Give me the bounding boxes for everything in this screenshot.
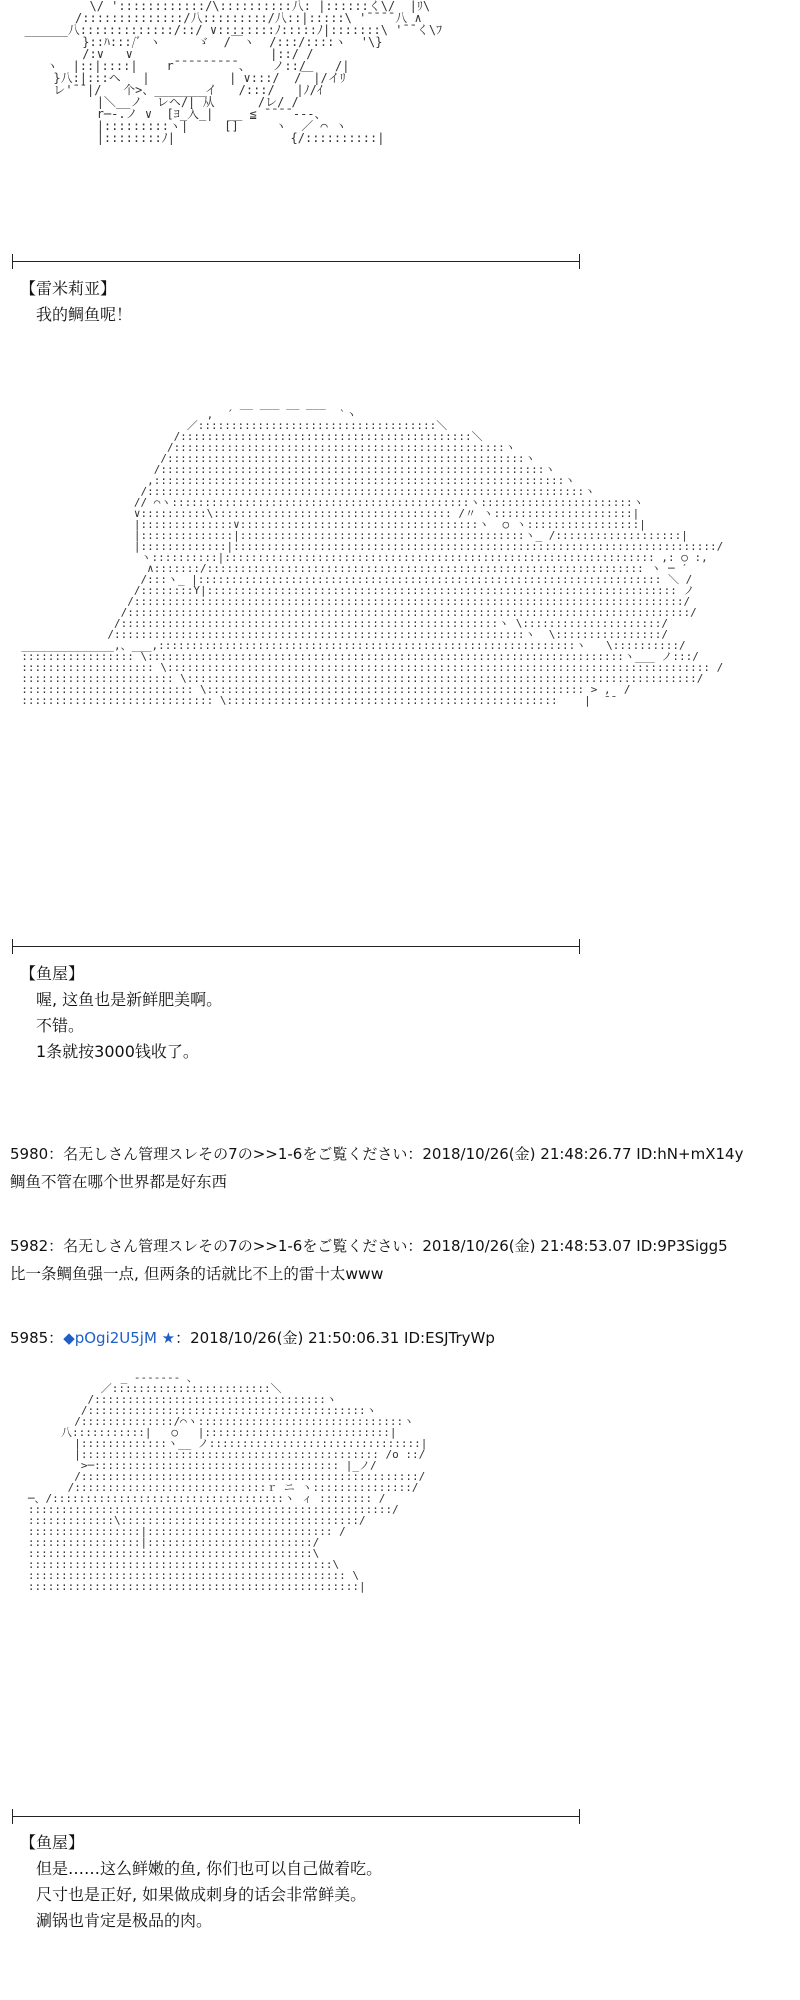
dialogue-fishmonger bbox=[20, 961, 222, 1065]
dialogue-line: 不错。 bbox=[36, 1016, 85, 1035]
art-line: /:::::::::::::::::::::::::::::::::::::::::::::::::::::::::ヽ \:::::::::::::::::::::/ bbox=[113, 617, 669, 630]
art-line: }八:|:::ヘ | | ∨:::/ /￣|/イﾘ bbox=[53, 71, 346, 85]
art-line: ∨::::::::::\:::::::::::::::::::::::::::::::::::: /〃 ヽ:::::::::::::::::::::| bbox=[133, 507, 640, 520]
art-line: ::::::::::::::::::::::::::::: \:::::::::::::::::::::::::::::::::::::::::::::::::: | ¯¯ bbox=[21, 694, 618, 707]
art-line: |::::::::::::::|:::::::::::::::::::::::::::::::::::::::::::ヽ_ /:::::::::::::::::::| bbox=[133, 529, 688, 542]
art-line: ::::::::::::::::::::::::::::::::::::::::::::::::::| bbox=[27, 1580, 366, 1593]
art-line: :::::::::::::::::|:::::::::::::::::::::::::::: / bbox=[27, 1525, 346, 1538]
ascii-art-fish-small bbox=[8, 1372, 427, 1592]
dialogue-line: 涮锅也肯定是极品的肉。 bbox=[36, 1911, 213, 1930]
art-line: ／::::::::::::::::::::::::＼ bbox=[100, 1382, 282, 1395]
art-line: |::::::::::::::::::::::::::::::::::::::::::::: /o ::/ bbox=[74, 1448, 426, 1461]
dialogue-line: 1条就按3000钱收了。 bbox=[36, 1042, 199, 1061]
art-line: :::::::::::::::::::::::::::::::::::::::::::\ bbox=[27, 1547, 320, 1560]
art-line: /:∨ ∨ |::/ / bbox=[82, 47, 314, 61]
art-line: :::::::::::::::::::::::::::::::::::::::::::::::: \ bbox=[27, 1569, 359, 1582]
section-divider bbox=[12, 261, 580, 262]
art-line: /::::::::::::::::::::::::::::::::::::::::::::::::::::::ヽ bbox=[160, 452, 536, 465]
art-line: :::::::::::::::::::: \:::::::::::::::::::::::::::::::::::::::::::::::::::::::::::::::::::::::::::::::::: / bbox=[21, 661, 724, 674]
art-line: _ ‐‐‐‐‐‐‐ 、 bbox=[120, 1371, 198, 1384]
post-header: 5980：名无しさん管理スレその7の>>1-6をご覧ください：2018/10/26(金) 21:48:26.77 ID:hN+mX14y bbox=[10, 1145, 744, 1163]
post-header: 5982：名无しさん管理スレその7の>>1-6をご覧ください：2018/10/26(金) 21:48:53.07 ID:9P3Sigg5 bbox=[10, 1237, 728, 1255]
art-line: /::::::::::::::/八:::::::::/八::|:::::\ '¯¯¯¯八 ∧ bbox=[75, 11, 422, 25]
ascii-art-remilia bbox=[10, 0, 442, 144]
art-line: /:::::::::::::::::::::::::::::::::::ヽ bbox=[87, 1393, 337, 1406]
art-line: // ⌒ヽ:::::::::::::::::::::::::::::::::::::::::::::ヽ:::::::::::::::::::::::ヽ bbox=[133, 496, 644, 509]
art-line: 八:::::::::::| ○ |::::::::::::::::::::::::::::| bbox=[60, 1426, 397, 1439]
art-line: /::::::::::::::::::::::::::::::::::::::::::ヽ bbox=[80, 1404, 377, 1417]
art-line: /::::::::::::::/⌒ヽ:::::::::::::::::::::::::::::::ヽ bbox=[74, 1415, 415, 1428]
art-line: ::::::::::::::::::::::::::::::::::::::::::::::\ bbox=[27, 1558, 340, 1571]
speaker-name: 【雷米莉亚】 bbox=[20, 279, 117, 298]
dialogue-fishmonger bbox=[20, 1830, 382, 1934]
art-line: /::::::::Y|::::::::::::::::::::::::::::::::::::::::::::::::::::::::::::::::::::::: ノ bbox=[133, 584, 695, 597]
art-line: |::::::::::::::∨::::::::::::::::::::::::::::::::::::ヽ ○ ヽ:::::::::::::::::| bbox=[133, 518, 646, 531]
art-line: __ ___ __ ___ bbox=[239, 397, 326, 410]
art-line: /::::::::::::::::::::::::::::::::::::::::::::::::::::::::::::::ヽ \::::::::::::::::/ bbox=[107, 628, 669, 641]
post-meta: ：2018/10/26(金) 21:50:06.31 ID:ESJTryWp bbox=[175, 1329, 495, 1347]
art-line: ,::::::::::::::::::::::::::::::::::::::::::::::::::::::::::::::ヽ bbox=[147, 474, 576, 487]
art-line: r─-.ノ ∨ [ﾖ_入_| __ ≦ ¯¯¯¯‐‐‐、 bbox=[96, 107, 327, 121]
art-line: /::::::::::::::::::::::::::::::::::::::::::::＼ bbox=[173, 430, 483, 443]
art-line: }::ﾊ:::/ﾞ ヽ ゞ /￣ヽ /:::/::::ヽ '\} bbox=[82, 35, 383, 49]
art-line: |:::::::::::::ヽ__ ノ::::::::::::::::::::::::::::::::| bbox=[74, 1437, 428, 1450]
art-line: :::::::::::::::::::::::::::::::::::::::::::::::::::::::/ bbox=[27, 1503, 399, 1516]
art-line: ヽ |::|::::| r¯¯¯¯¯¯¯¯¯、 ノ::/ /| bbox=[46, 59, 350, 73]
art-line: /:::::::::::::::::::::::::::::::::::::::::::::::::::::::::::::::::::::::::::::::::::::/ bbox=[120, 606, 697, 619]
art-line: /:::::::::::::::::::::::::::::::::::::::::::::::::::/ bbox=[74, 1470, 426, 1483]
section-divider bbox=[12, 946, 580, 947]
dialogue-remilia bbox=[20, 276, 132, 328]
art-line: ::::::::::::::::: \::::::::::::::::::::::::::::::::::::::::::::::::::::::::::::::::::::::::ヽ___ ノ:::/ bbox=[21, 650, 699, 663]
art-line: |::::::::ﾉ| {/::::::::::| bbox=[96, 131, 385, 145]
art-line: , ´ `ヽ bbox=[206, 408, 357, 421]
post-body: 鲷鱼不管在哪个世界都是好东西 bbox=[10, 1173, 228, 1191]
ascii-art-sea-bream bbox=[8, 398, 723, 706]
art-line: >─::::::::::::::::::::::::::::::::::::: |_ノ/ bbox=[80, 1459, 377, 1472]
art-line: |:::::::::::::|:::::::::::::::::::::::::::::::::::::::::::::::::::::::::::::::::::::::::/ bbox=[133, 540, 724, 553]
art-line: ______八:::::::::::::/::/ ∨::::::::ﾉ:::::ﾉ|:::::::\ '¯¯く\ﾌ bbox=[24, 23, 443, 37]
section-divider bbox=[12, 1816, 580, 1817]
art-line: /:::::::::::::::::::::::::::::::::::::::::::::::::::::::::::::::::::::::::::::::::::/ bbox=[127, 595, 691, 608]
art-line: /:::ヽ_ |:::::::::::::::::::::::::::::::::::::::::::::::::::::::::::::::::::::: ＼ / bbox=[140, 573, 693, 586]
art-line: /::::::::::::::::::::::::::::::::::::::::::::::::::::::::::::::::::ヽ bbox=[140, 485, 596, 498]
post-header-author bbox=[10, 1327, 495, 1348]
dialogue-line: 但是……这么鲜嫩的鱼, 你们也可以自己做着吃。 bbox=[36, 1859, 383, 1878]
art-line: ______________,、___,:::::::::::::::::::::::::::::::::::::::::::::::::::::::::::::::ヽ \::::::::::/ bbox=[21, 639, 686, 652]
art-line: |＼__ノ レヘ/| 从 /レ/ / bbox=[96, 95, 299, 109]
art-line: :::::::::::::::::::::::::: \::::::::::::::::::::::::::::::::::::::::::::::::::::::::: > , / bbox=[21, 683, 631, 696]
post-number: 5985： bbox=[10, 1329, 64, 1347]
art-line: ─、/:::::::::::::::::::::::::::::::::::ヽ ィ :::::::: / bbox=[27, 1492, 386, 1505]
art-line: |:::::::::ヽ| [] ヽ ／ ⌒ ヽ bbox=[96, 119, 347, 133]
art-line: ヽ::::::::::|::::::::::::::::::::::::::::::::::::::::::::::::::::::::::::::::: ,: ○ :, bbox=[140, 551, 708, 564]
art-line: \/ '::::::::::::/\::::::::::八: |::::::く\/ |ﾘ\ bbox=[89, 0, 431, 13]
art-line: /:::::::::::::::::::::::::::::ｒ ニ ヽ:::::::::::::::/ bbox=[67, 1481, 419, 1494]
author-trip-link[interactable]: ◆pOgi2U5jM ★ bbox=[63, 1329, 176, 1347]
art-line: :::::::::::::\::::::::::::::::::::::::::::::::::::/ bbox=[27, 1514, 366, 1527]
art-line: ::::::::::::::::::::::: \:::::::::::::::::::::::::::::::::::::::::::::::::::::::::::::::::::::::::::::/ bbox=[21, 672, 704, 685]
post-body: 比一条鲷鱼强一点, 但两条的话就比不上的雷十太www bbox=[10, 1265, 384, 1283]
art-line: /::::::::::::::::::::::::::::::::::::::::::::::::::ヽ bbox=[166, 441, 516, 454]
art-line: :::::::::::::::::|:::::::::::::::::::::::::/ bbox=[27, 1536, 320, 1549]
art-line: ∧:::::::/:::::::::::::::::::::::::::::::::::::::::::::::::::::::::::::::::: ヽ ─ ′ bbox=[147, 562, 688, 575]
art-line: /::::::::::::::::::::::::::::::::::::::::::::::::::::::::::ヽ bbox=[153, 463, 556, 476]
dialogue-line: 尺寸也是正好, 如果做成刺身的话会非常鲜美。 bbox=[36, 1885, 367, 1904]
art-line: ／::::::::::::::::::::::::::::::::::::＼ bbox=[186, 419, 448, 432]
speaker-name: 【鱼屋】 bbox=[20, 1833, 85, 1852]
dialogue-line: 我的鲷鱼呢！ bbox=[36, 305, 133, 324]
art-line: レ'¯¯|/ 个>、_______イ /:::/ |ﾉ/ｲ bbox=[53, 83, 323, 97]
speaker-name: 【鱼屋】 bbox=[20, 964, 85, 983]
dialogue-line: 喔, 这鱼也是新鲜肥美啊。 bbox=[36, 990, 223, 1009]
